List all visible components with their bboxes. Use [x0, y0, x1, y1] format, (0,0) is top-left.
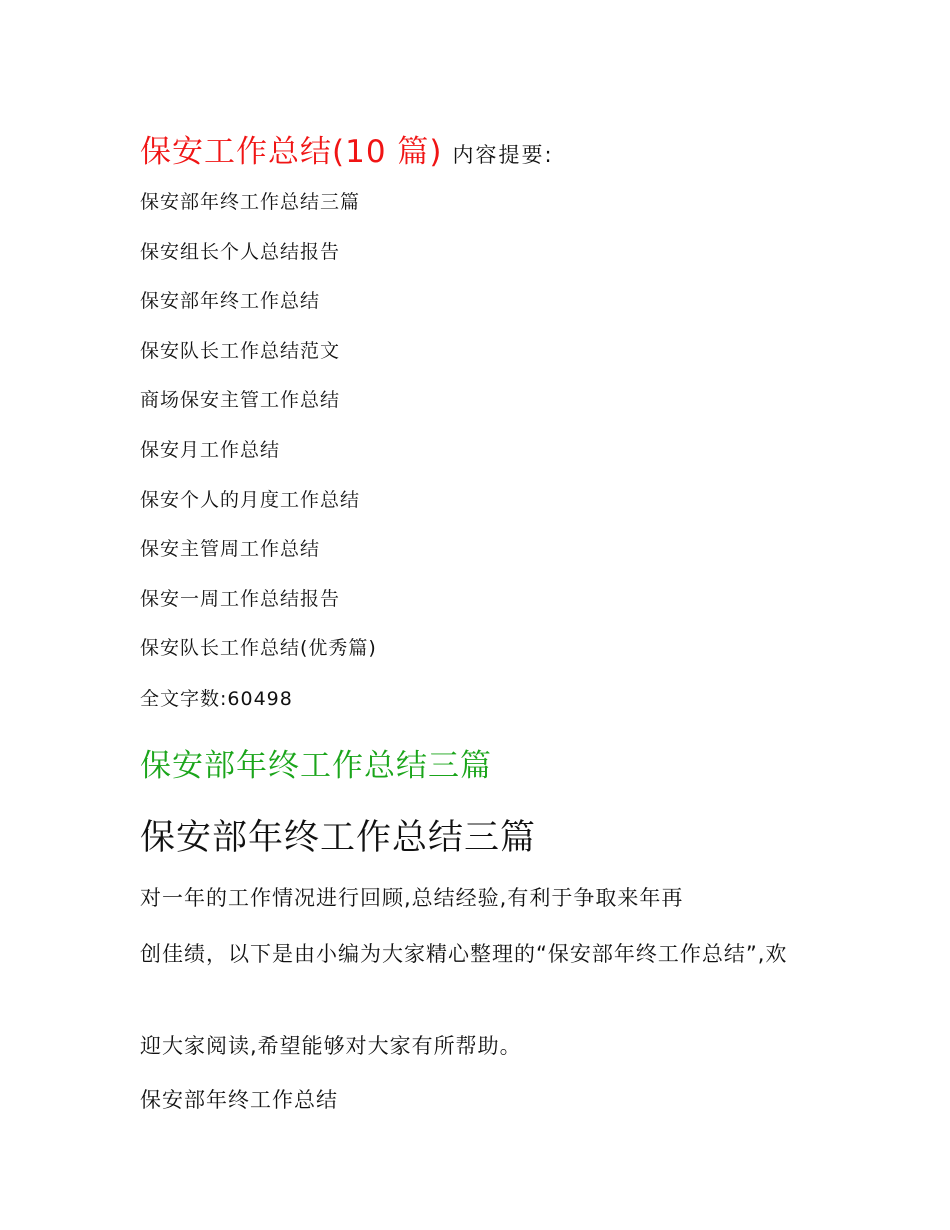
toc-item: 保安队长工作总结(优秀篇)	[140, 637, 377, 660]
article-title: 保安部年终工作总结三篇	[140, 818, 537, 858]
word-count: 全文字数:60498	[140, 688, 293, 710]
toc-item: 保安部年终工作总结	[140, 290, 321, 313]
table-of-contents	[140, 188, 377, 684]
toc-item: 保安队长工作总结范文	[140, 339, 341, 362]
toc-item: 保安个人的月度工作总结	[140, 488, 361, 511]
document-title	[140, 126, 554, 171]
body-paragraph: 迎大家阅读,希望能够对大家有所帮助。	[140, 1034, 522, 1058]
section-heading: 保安部年终工作总结三篇	[140, 748, 492, 784]
body-paragraph: 对一年的工作情况进行回顾,总结经验,有利于争取来年再	[140, 886, 684, 910]
document-title-suffix: 内容提要:	[452, 143, 554, 167]
toc-item: 保安组长个人总结报告	[140, 240, 341, 263]
toc-item: 保安主管周工作总结	[140, 538, 321, 561]
toc-item: 保安一周工作总结报告	[140, 587, 341, 610]
toc-item: 保安部年终工作总结三篇	[140, 191, 361, 213]
body-paragraph: 保安部年终工作总结	[140, 1088, 338, 1112]
toc-item: 保安月工作总结	[140, 438, 281, 461]
document-title-main: 保安工作总结(10 篇)	[140, 134, 443, 170]
body-paragraph: 创佳绩，以下是由小编为大家精心整理的“保安部年终工作总结”,欢	[140, 942, 788, 966]
toc-item: 商场保安主管工作总结	[140, 389, 341, 412]
